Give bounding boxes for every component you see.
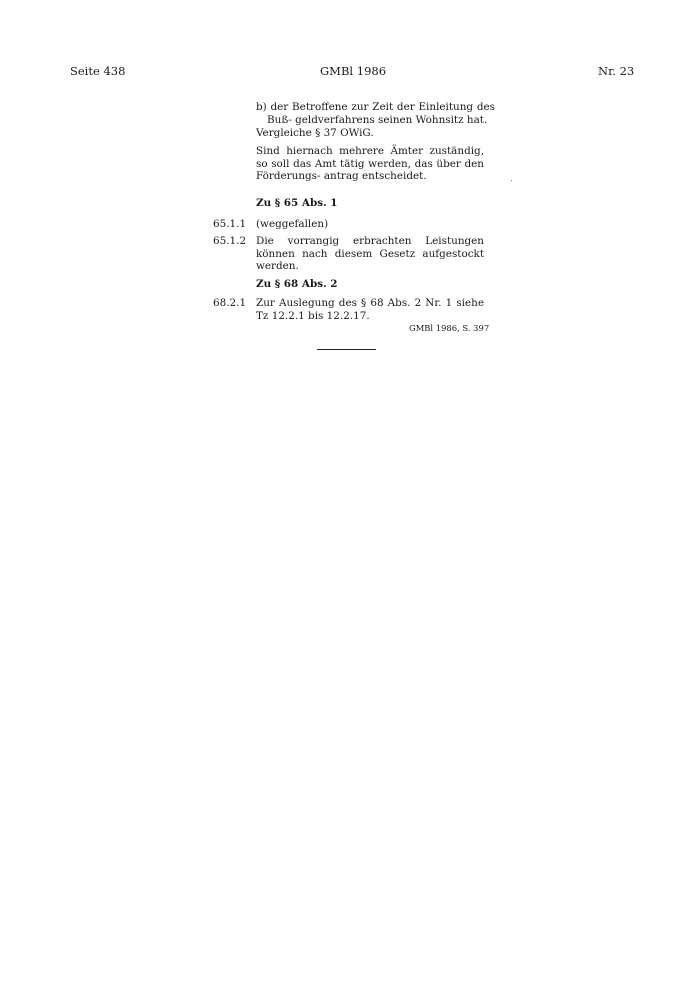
entry-text: (weggefallen) — [256, 218, 329, 230]
page-number: Seite 438 — [70, 64, 126, 78]
paragraph-item-b: b) der Betroffene zur Zeit der Einleitung des Buß- geldverfahrens seinen Wohnsitz hat. — [256, 101, 495, 126]
end-rule — [317, 349, 376, 350]
section-heading-65: Zu § 65 Abs. 1 — [256, 197, 338, 209]
issue-number: Nr. 23 — [598, 64, 635, 78]
entry-number: 65.1.2 — [213, 235, 247, 247]
entry-number: 68.2.1 — [213, 297, 247, 309]
entry-number: 65.1.1 — [213, 218, 247, 230]
paragraph-vergleiche: Vergleiche § 37 OWiG. — [256, 127, 374, 139]
paragraph-zustaendigkeit: Sind hiernach mehrere Ämter zuständig, so soll das Amt tätig werden, das über den Förderungs- antrag entscheidet. — [256, 145, 484, 182]
entry-text: Die vorrangig erbrachten Leistungen können nach diesem Gesetz aufgestockt werden. — [256, 235, 484, 272]
section-heading-68: Zu § 68 Abs. 2 — [256, 278, 338, 290]
speck-mark — [511, 180, 512, 181]
journal-title: GMBl 1986 — [320, 64, 387, 78]
entry-text: Zur Auslegung des § 68 Abs. 2 Nr. 1 siehe Tz 12.2.1 bis 12.2.17. — [256, 297, 484, 322]
source-citation: GMBl 1986, S. 397 — [409, 323, 490, 333]
